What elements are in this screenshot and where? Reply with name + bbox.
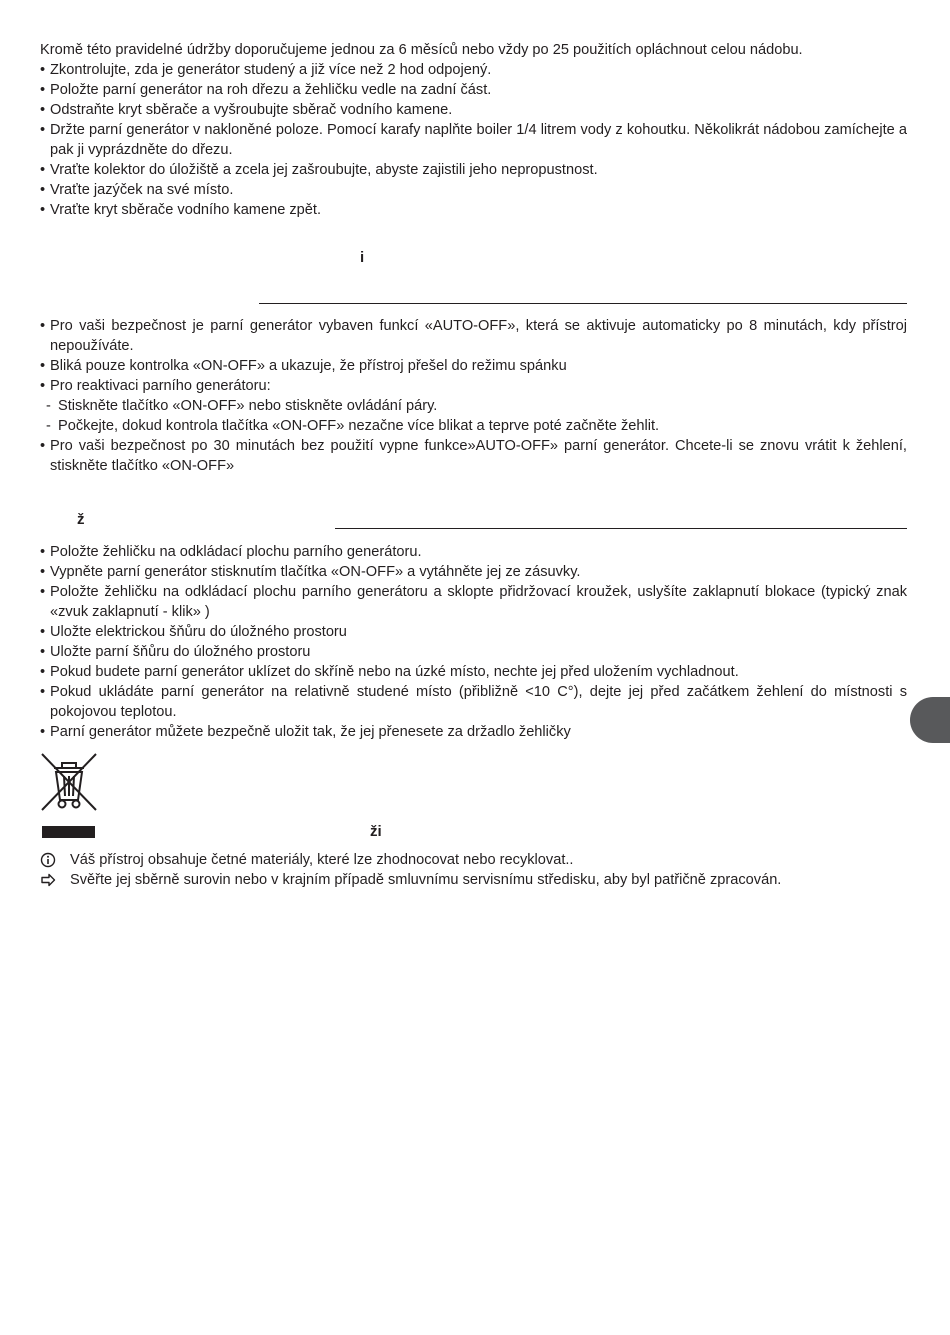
dash-mark: - (46, 398, 51, 414)
weee-bar (42, 826, 95, 838)
list-item: Svěřte jej sběrně surovin nebo v krajním případě smluvnímu servisnímu středisku, aby byl patřičně zpracován. (40, 870, 910, 890)
list-item: • Položte parní generátor na roh dřezu a žehličku vedle na zadní část. (40, 82, 492, 98)
page-content (40, 40, 907, 742)
list-item: • Pro vaši bezpečnost je parní generátor vybaven funkcí «AUTO-OFF», která se aktivuje automaticky po 8 minutách, kdy přístroj nepoužíváte. (40, 318, 907, 354)
bullet: • (40, 202, 46, 218)
environment-list (40, 850, 910, 890)
list-item: • Vypněte parní generátor stisknutím tlačítka «ON-OFF» a vytáhněte jej ze zásuvky. (40, 564, 581, 580)
bullet: • (40, 378, 46, 394)
list-item: • Vraťte kolektor do úložiště a zcela jej zašroubujte, abyste zajistili jeho nepropustnost. (40, 162, 598, 178)
bullet: • (40, 724, 46, 740)
section-rule (335, 528, 907, 529)
storage-list (40, 542, 907, 742)
list-item: • Vraťte kryt sběrače vodního kamene zpět. (40, 202, 322, 218)
list-item: • Vraťte jazýček na své místo. (40, 182, 234, 198)
section-rule (259, 303, 907, 304)
dash-mark: - (46, 418, 51, 434)
list-item: • Bliká pouze kontrolka «ON-OFF» a ukazuje, že přístroj přešel do režimu spánku (40, 358, 567, 374)
sub-list-item: - Počkejte, dokud kontrola tlačítka «ON-OFF» nezačne více blikat a teprve poté začněte žehlit. (46, 418, 660, 434)
bullet: • (40, 182, 46, 198)
maintenance-steps (40, 60, 907, 220)
bullet: • (40, 122, 46, 138)
arrow-right-icon (40, 872, 56, 888)
list-item: • Položte žehličku na odkládací plochu parního generátoru a sklopte přidržovací kroužek, uslyšíte zaklapnutí blokace (typický znak «zvuk zaklapnutí - klik» ) (40, 584, 907, 620)
bullet: • (40, 664, 46, 680)
bullet: • (40, 358, 46, 374)
storage-heading (40, 476, 907, 542)
list-item: • Položte žehličku na odkládací plochu parního generátoru. (40, 544, 422, 560)
bullet: • (40, 82, 46, 98)
list-item: • Pro vaši bezpečnost po 30 minutách bez použití vypne funkce»AUTO-OFF» parní generátor. Chcete-li se znovu vrátit k žehlení, stiskněte tlačítko «ON-OFF» (40, 438, 907, 474)
list-item: • Pro reaktivaci parního generátoru: (40, 378, 271, 394)
list-item: • Parní generátor můžete bezpečně uložit tak, že jej přenesete za držadlo žehličky (40, 724, 571, 740)
bullet: • (40, 564, 46, 580)
auto-off-heading (40, 220, 907, 316)
bullet: • (40, 644, 46, 660)
bullet: • (40, 684, 46, 700)
bullet: • (40, 624, 46, 640)
sub-list-item: - Stiskněte tlačítko «ON-OFF» nebo stiskněte ovládání páry. (46, 398, 438, 414)
bullet: • (40, 438, 46, 454)
list-item: • Uložte elektrickou šňůru do úložného prostoru (40, 624, 347, 640)
bullet: • (40, 102, 46, 118)
environment-heading-fragment: ži (370, 823, 382, 840)
list-item: Váš přístroj obsahuje četné materiály, které lze zhodnocovat nebo recyklovat.. (40, 850, 910, 870)
list-item: • Uložte parní šňůru do úložného prostoru (40, 644, 311, 660)
list-item: • Pokud budete parní generátor uklízet do skříně nebo na úzké místo, nechte jej před uložením vychladnout. (40, 664, 739, 680)
storage-heading-fragment: ž (77, 511, 85, 528)
maintenance-intro: Kromě této pravidelné údržby doporučujeme jednou za 6 měsíců nebo vždy po 25 použitích opláchnout celou nádobu. (40, 42, 803, 58)
list-item: • Držte parní generátor v nakloněné poloze. Pomocí karafy naplňte boiler 1/4 litrem vody z kohoutku. Několikrát nádobou zamíchejte a pak ji vyprázdněte do dřezu. (40, 122, 907, 158)
auto-off-list (40, 316, 907, 476)
crossed-bin-icon (40, 752, 98, 812)
list-item: • Pokud ukládáte parní generátor na relativně studené místo (přibližně <10 C°), dejte jej před začátkem žehlení do místnosti s pokojovou teplotou. (40, 684, 907, 720)
info-circle-icon (40, 852, 56, 868)
list-item: • Zkontrolujte, zda je generátor studený a již více než 2 hod odpojený. (40, 62, 492, 78)
bullet: • (40, 62, 46, 78)
bullet: • (40, 544, 46, 560)
auto-off-heading-fragment: i (360, 249, 365, 266)
chapter-tab (910, 697, 950, 743)
bullet: • (40, 584, 46, 600)
list-item: • Odstraňte kryt sběrače a vyšroubujte sběrač vodního kamene. (40, 102, 453, 118)
bullet: • (40, 162, 46, 178)
bullet: • (40, 318, 46, 334)
